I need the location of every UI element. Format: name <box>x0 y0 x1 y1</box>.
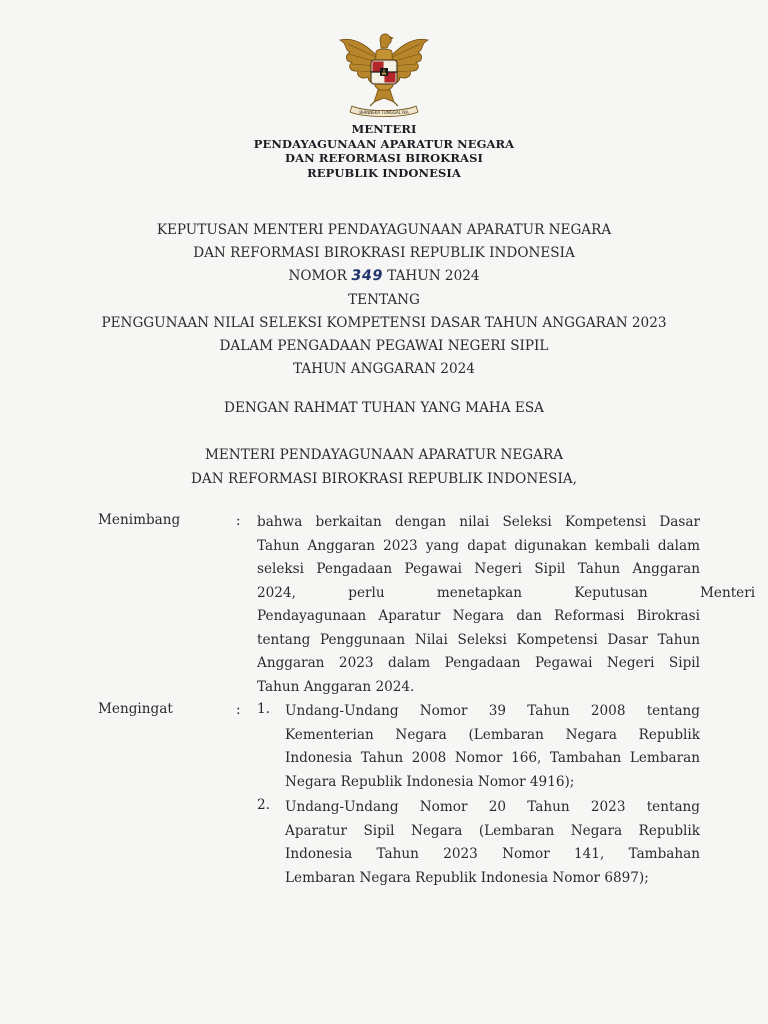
subject-line-1: PENGGUNAAN NILAI SELEKSI KOMPETENSI DASAR TAHUN ANGGARAN 2023 <box>101 314 667 331</box>
text-line: Lembaran Negara Republik Indonesia Nomor 6897); <box>285 869 649 886</box>
letterhead-line: REPUBLIK INDONESIA <box>307 165 461 180</box>
text-line: Undang-Undang Nomor 20 Tahun 2023 tentang <box>285 799 700 815</box>
letterhead-line: DAN REFORMASI BIROKRASI <box>285 151 483 165</box>
decree-title <box>0 219 768 381</box>
text-line: tentang Penggunaan Nilai Seleksi Kompetensi Dasar Tahun <box>257 631 700 648</box>
text-line: seleksi Pengadaan Pegawai Negeri Sipil Tahun Anggaran <box>257 561 700 577</box>
title-line-2: DAN REFORMASI BIROKRASI REPUBLIK INDONESIA <box>193 245 575 262</box>
text-line: Tahun Anggaran 2024. <box>257 678 415 695</box>
text-line: Indonesia Tahun 2008 Nomor 166, Tambahan Lembaran <box>285 750 700 766</box>
text-line: Anggaran 2023 dalam Pengadaan Pegawai Negeri Sipil <box>257 655 700 671</box>
issuer-block <box>0 444 768 491</box>
subject-line-2: DALAM PENGADAAN PEGAWAI NEGERI SIPIL <box>219 338 549 355</box>
mengingat-item-1 <box>285 700 700 794</box>
text-line: Kementerian Negara (Lembaran Negara Republik <box>285 726 700 743</box>
garuda-emblem-icon <box>334 30 434 118</box>
rahmat-line: DENGAN RAHMAT TUHAN YANG MAHA ESA <box>224 400 544 416</box>
handwritten-number: 349 <box>350 268 385 285</box>
issuer-line-2: DAN REFORMASI BIROKRASI REPUBLIK INDONESIA, <box>191 470 577 487</box>
letterhead <box>0 122 768 180</box>
text-line: Negara Republik Indonesia Nomor 4916); <box>285 773 575 790</box>
text-line: Undang-Undang Nomor 39 Tahun 2008 tentang <box>285 703 700 719</box>
menimbang-colon: : <box>236 513 241 529</box>
text-line: 2024, perlu menetapkan Keputusan Menteri <box>257 584 756 601</box>
mengingat-label: Mengingat <box>98 701 173 717</box>
svg-text:BHINNEKA TUNGGAL IKA: BHINNEKA TUNGGAL IKA <box>359 110 409 115</box>
decree-number <box>0 265 768 288</box>
item-number: 2. <box>257 797 270 813</box>
issuer-line-1: MENTERI PENDAYAGUNAAN APARATUR NEGARA <box>204 447 564 463</box>
subject-line-3: TAHUN ANGGARAN 2024 <box>293 361 475 378</box>
title-line-1: KEPUTUSAN MENTERI PENDAYAGUNAAN APARATUR NEGARA <box>156 222 612 238</box>
text-line: Pendayagunaan Aparatur Negara dan Reformasi Birokrasi <box>257 608 700 624</box>
mengingat-colon: : <box>236 702 241 718</box>
tentang-heading: TENTANG <box>348 291 420 308</box>
letterhead-line: MENTERI <box>351 122 417 136</box>
nomor-prefix: NOMOR <box>288 268 347 285</box>
text-line: Aparatur Sipil Negara (Lembaran Negara Republik <box>285 822 700 839</box>
text-line: bahwa berkaitan dengan nilai Seleksi Kompetensi Dasar <box>257 514 700 530</box>
text-line: Indonesia Tahun 2023 Nomor 141, Tambahan <box>285 846 700 862</box>
nomor-suffix: TAHUN 2024 <box>387 268 480 285</box>
letterhead-line: PENDAYAGUNAAN APARATUR NEGARA <box>253 136 515 151</box>
menimbang-text <box>257 511 756 699</box>
item-number: 1. <box>257 701 270 717</box>
text-line: Tahun Anggaran 2023 yang dapat digunakan kembali dalam <box>257 537 700 554</box>
menimbang-label: Menimbang <box>98 512 181 528</box>
mengingat-item-2 <box>285 796 700 890</box>
